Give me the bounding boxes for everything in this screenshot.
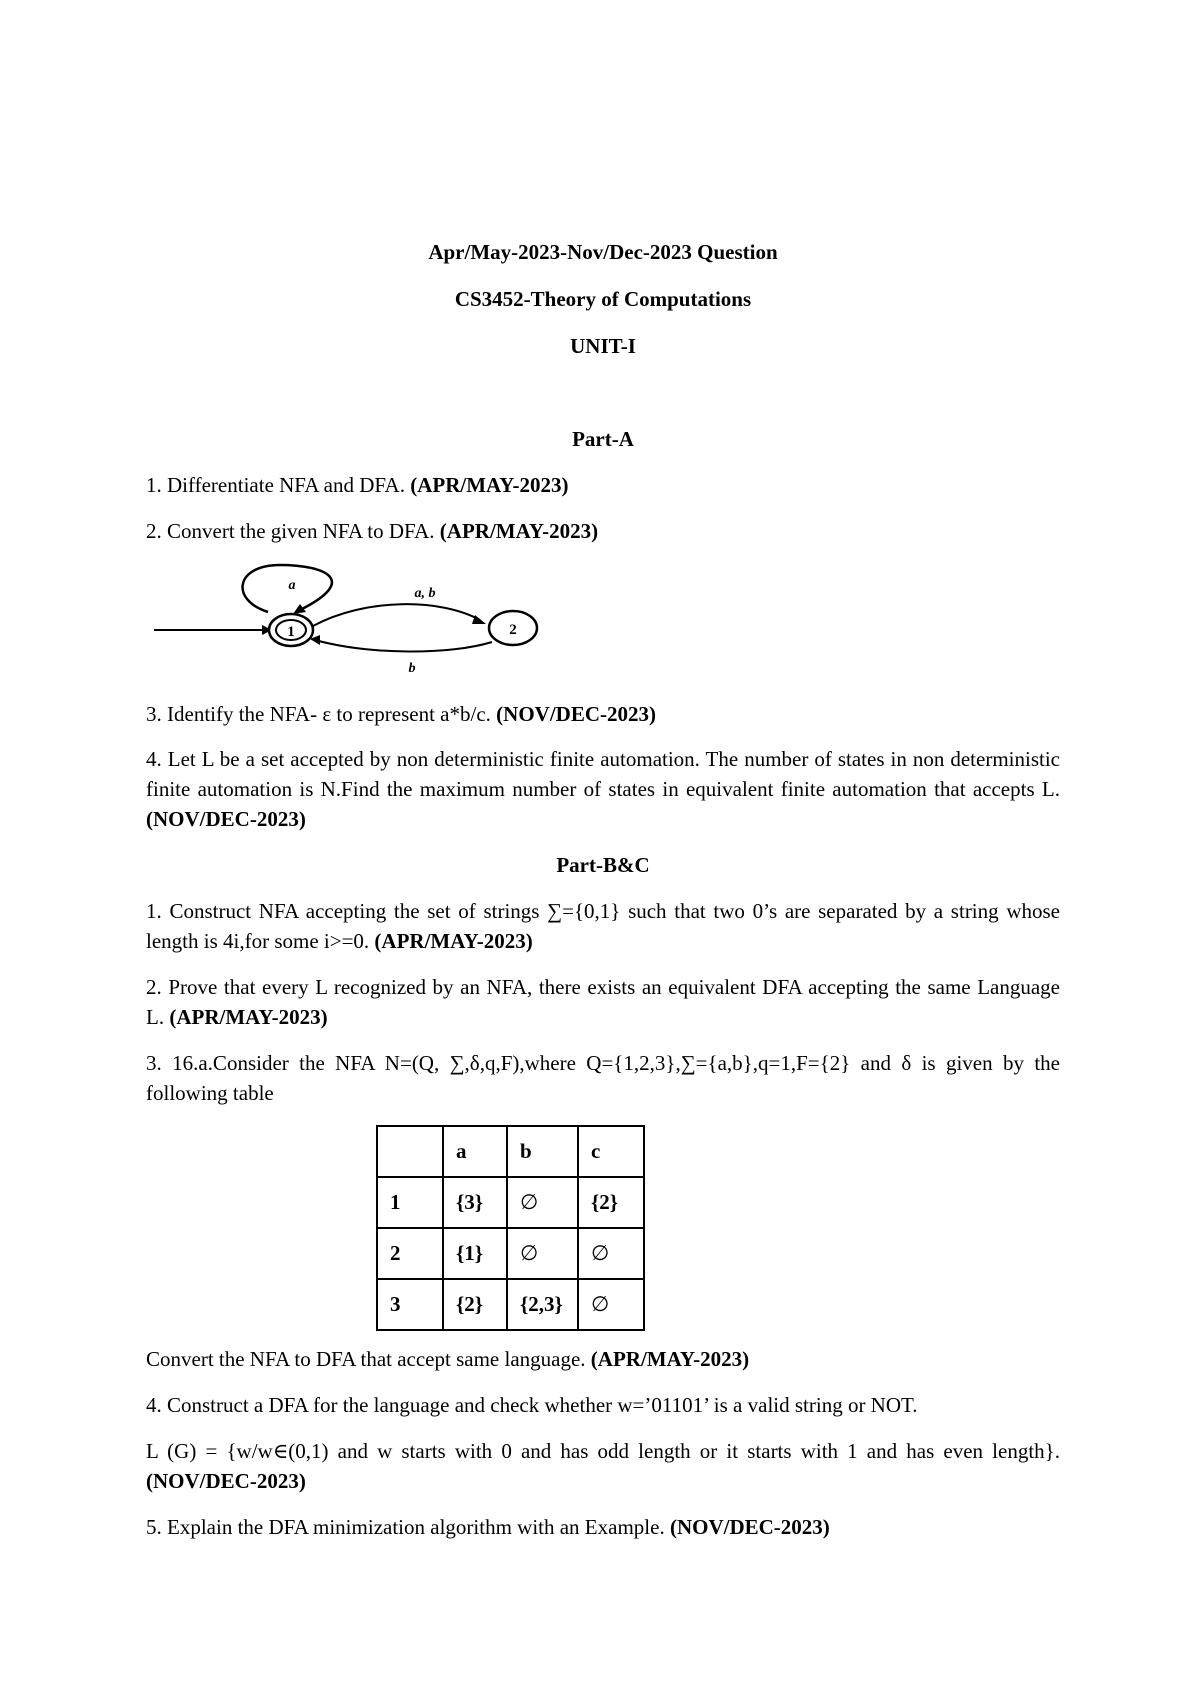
- part-a-question-4: 4. Let L be a set accepted by non deterministic finite automation. The number of states in non deterministic finite automation is N.Find the maximum number of states in equivalent finite automation that accepts L. (NOV/DEC-2023): [146, 747, 1060, 831]
- part-a-question-2: 2. Convert the given NFA to DFA. (APR/MAY-2023): [146, 519, 599, 543]
- course-title: CS3452-Theory of Computations: [454, 287, 752, 311]
- table-header-cell: [377, 1126, 443, 1177]
- top-transition-arc: [313, 604, 480, 626]
- table-header-cell: c: [578, 1126, 644, 1177]
- transition-table: [376, 1125, 645, 1331]
- part-a-question-3: 3. Identify the NFA- ε to represent a*b/c. (NOV/DEC-2023): [146, 702, 656, 726]
- table-cell: {1}: [443, 1228, 507, 1279]
- self-loop-label: a: [288, 578, 296, 593]
- unit-title: UNIT-I: [570, 334, 636, 358]
- part-a-heading: Part-A: [572, 427, 634, 451]
- table-cell: {2}: [443, 1279, 507, 1330]
- top-arc-label: a, b: [414, 586, 436, 601]
- part-a-question-1: 1. Differentiate NFA and DFA. (APR/MAY-2023): [146, 473, 569, 497]
- part-bc-question-2: 2. Prove that every L recognized by an NFA, there exists an equivalent DFA accepting the same Language L. (APR/MAY-2023): [146, 975, 1060, 1029]
- bottom-transition-arc: [315, 640, 492, 652]
- table-cell: ∅: [507, 1177, 578, 1228]
- table-cell: {2,3}: [507, 1279, 578, 1330]
- table-row: [377, 1177, 644, 1228]
- table-header-row: [377, 1126, 644, 1177]
- part-bc-question-5: 5. Explain the DFA minimization algorithm with an Example. (NOV/DEC-2023): [146, 1515, 830, 1539]
- part-bc-question-4: 4. Construct a DFA for the language and check whether w=’01101’ is a valid string or NOT.: [146, 1393, 918, 1417]
- table-cell: 1: [377, 1177, 443, 1228]
- table-cell: ∅: [507, 1228, 578, 1279]
- table-cell: {3}: [443, 1177, 507, 1228]
- nfa-diagram: [150, 560, 600, 682]
- bottom-arc-label: b: [408, 661, 416, 676]
- table-row: [377, 1228, 644, 1279]
- table-cell: {2}: [578, 1177, 644, 1228]
- table-cell: 2: [377, 1228, 443, 1279]
- state-2-label: 2: [509, 622, 517, 638]
- part-bc-question-3: 3. 16.a.Consider the NFA N=(Q, ∑,δ,q,F),where Q={1,2,3},∑={a,b},q=1,F={2} and δ is given by the following table: [146, 1051, 1060, 1105]
- table-row: [377, 1279, 644, 1330]
- table-cell: ∅: [578, 1279, 644, 1330]
- part-bc-heading: Part-B&C: [556, 853, 650, 877]
- part-bc-question-4-language: L (G) = {w/w∈(0,1) and w starts with 0 and has odd length or it starts with 1 and has even length}.(NOV/DEC-2023): [146, 1439, 1060, 1493]
- table-cell: 3: [377, 1279, 443, 1330]
- part-bc-question-3-conclusion: Convert the NFA to DFA that accept same language. (APR/MAY-2023): [146, 1347, 750, 1371]
- table-header-cell: a: [443, 1126, 507, 1177]
- state-1-label: 1: [287, 624, 295, 640]
- exam-title: Apr/May-2023-Nov/Dec-2023 Question: [428, 240, 778, 264]
- table-header-cell: b: [507, 1126, 578, 1177]
- self-loop-arc: [243, 565, 332, 612]
- table-cell: ∅: [578, 1228, 644, 1279]
- part-bc-question-1: 1. Construct NFA accepting the set of strings ∑={0,1} such that two 0’s are separated by a string whose length is 4i,for some i>=0. (APR/MAY-2023): [146, 899, 1060, 953]
